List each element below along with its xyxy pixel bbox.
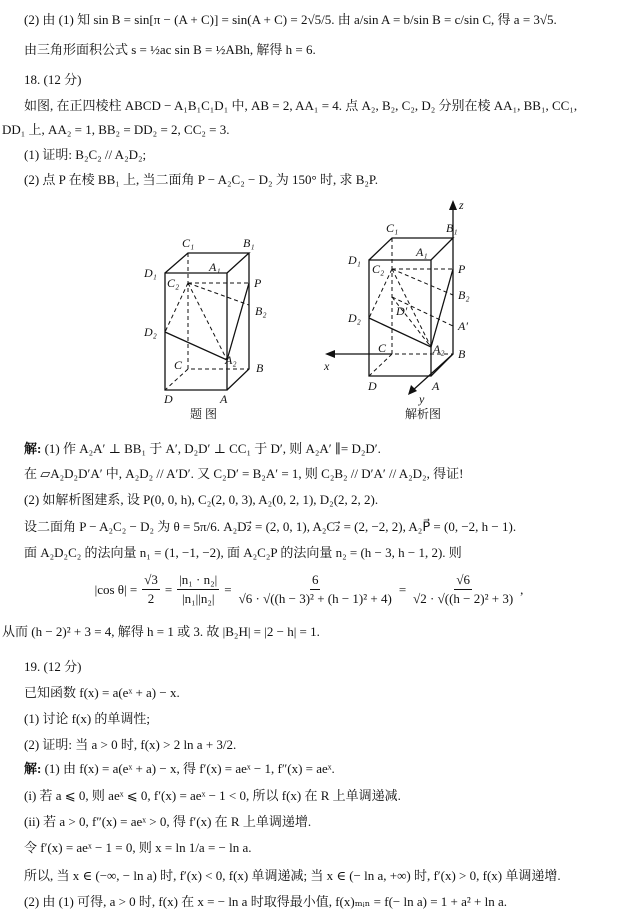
problem19-statement: 已知函数 f(x) = a(eˣ + a) − x. xyxy=(24,685,180,700)
figure-analysis-labels xyxy=(323,198,470,421)
point-label: A′ xyxy=(458,319,468,333)
figure-problem-labels xyxy=(143,236,267,421)
solution18-line1 xyxy=(24,441,381,457)
solution18-line3: (2) 如解析图建系, 设 P(0, 0, h), C₂(2, 0, 3), A₂(0, 2, 1), D₂(2, 2, 2). xyxy=(24,492,379,507)
solution19-line3: (ii) 若 a > 0, f″(x) = aeˣ > 0, 得 f′(x) 在 R 上单调递增. xyxy=(24,814,312,829)
point-label: B₁ xyxy=(243,236,255,250)
point-label: D′ xyxy=(396,304,408,318)
solution-label: 解: xyxy=(24,441,42,456)
problem17-part2-line2: 由三角形面积公式 s = ½ac sin B = ½ABh, 解得 h = 6. xyxy=(24,42,316,57)
solution19-line4: 令 f′(x) = aeˣ − 1 = 0, 则 x = ln 1/a = − ln a. xyxy=(24,840,252,855)
problem18-title: 18. (12 分) xyxy=(24,72,82,87)
point-label: B₂ xyxy=(458,288,470,302)
problem19-question-1: (1) 讨论 f(x) 的单调性; xyxy=(24,711,151,726)
solution19-line6: (2) 由 (1) 可得, a > 0 时, f(x) 在 x = − ln a 时取得最小值, f(x)ₘᵢₙ = f(− ln a) = 1 + a² + ln a. xyxy=(24,894,507,909)
point-label: A xyxy=(220,392,228,406)
problem17-part2-line1: (2) 由 (1) 知 sin B = sin[π − (A + C)] = sin(A + C) = 2√5/5. 由 a/sin A = b/sin B = c/sin C, 得 a = 3√5. xyxy=(24,12,557,27)
formula-tail: , xyxy=(520,581,524,597)
point-label: C₂ xyxy=(167,276,180,290)
figures xyxy=(0,0,618,430)
problem18-statement-1: 如图, 在正四棱柱 ABCD − A₁B₁C₁D₁ 中, AB = 2, AA₁ = 4. 点 A₂, B₂, C₂, D₂ 分别在棱 AA₁, BB₁, CC₁, xyxy=(24,98,578,113)
fraction-sqrt3-over-2: $\frac{√3}{2}$ xyxy=(144,572,158,606)
point-label: A₁ xyxy=(209,260,221,274)
point-label: C xyxy=(378,341,387,355)
point-label: B xyxy=(256,361,264,375)
point-label: C₁ xyxy=(182,236,195,250)
point-label: z xyxy=(459,198,464,212)
equals: = xyxy=(164,581,173,597)
problem19-title: 19. (12 分) xyxy=(24,659,82,674)
solution18-line5: 面 A₂D₂C₂ 的法向量 n₁ = (1, −1, −2), 面 A₂C₂P 的法向量 n₂ = (h − 3, h − 1, 2). 则 xyxy=(24,545,462,560)
point-label: B₁ xyxy=(446,221,458,235)
point-label: x xyxy=(324,359,330,373)
point-label: D₁ xyxy=(144,266,157,280)
solution18-line4: 设二面角 P − A₂C₂ − D₂ 为 θ = 5π/6. A₂D₂⃗ = (2, 0, 1), A₂C₂⃗ = (2, −2, 2), A₂P⃗ = (0, −2, h − 1). xyxy=(24,519,517,534)
figure-caption-analysis: 解析图 xyxy=(405,407,442,421)
solution18-line6: 从而 (h − 2)² + 3 = 4, 解得 h = 1 或 3. 故 |B₂H| = |2 − h| = 1. xyxy=(2,624,320,639)
figure-caption-problem: 题 图 xyxy=(190,407,218,421)
equals: = xyxy=(224,581,232,597)
point-label: D xyxy=(164,392,173,406)
solution19-line1 xyxy=(24,761,335,777)
solution18-line1-text: (1) 作 A₂A′ ⊥ BB₁ 于 A′, D₂D′ ⊥ CC₁ 于 D′, 则 A₂A′ ∥= D₂D′. xyxy=(41,441,381,456)
point-label: P xyxy=(254,276,262,290)
solution19-line2: (i) 若 a ⩽ 0, 则 aeˣ ⩽ 0, f′(x) = aeˣ − 1 < 0, 所以 f(x) 在 R 上单调递减. xyxy=(24,788,401,803)
fraction-normals: $\frac{\text{|n₁ · n₂|}}{\text{|n₁||n₂|}}$ xyxy=(179,572,218,606)
problem18-question-1: (1) 证明: B₂C₂ // A₂D₂; xyxy=(24,147,147,162)
solution19-line5: 所以, 当 x ∈ (−∞, − ln a) 时, f′(x) < 0, f(x) 单调递减; 当 x ∈ (− ln a, +∞) 时, f′(x) > 0, f(x) 单调递增. xyxy=(24,868,561,883)
point-label: D₂ xyxy=(144,325,157,339)
point-label: y xyxy=(419,392,425,406)
point-label: D₁ xyxy=(348,253,361,267)
point-label: C₁ xyxy=(386,221,399,235)
point-label: D₂ xyxy=(348,311,361,325)
point-label: A₂ xyxy=(433,342,445,356)
point-label: B xyxy=(458,347,466,361)
solution18-line2: 在 ▱A₂D₂D′A′ 中, A₂D₂ // A′D′. 又 C₂D′ = B₂A′ = 1, 则 C₂B₂ // D′A′ // A₂D₂, 得证! xyxy=(24,466,464,481)
point-label: A xyxy=(432,379,440,393)
point-label: D xyxy=(368,379,377,393)
point-label: P xyxy=(458,262,466,276)
solution-label: 解: xyxy=(24,761,42,776)
point-label: A₂ xyxy=(225,353,237,367)
problem19-question-2: (2) 证明: 当 a > 0 时, f(x) > 2 ln a + 3/2. xyxy=(24,737,237,752)
problem18-question-2: (2) 点 P 在棱 BB₁ 上, 当二面角 P − A₂C₂ − D₂ 为 150° 时, 求 B₂P. xyxy=(24,172,378,187)
formula-lhs: |cos θ| = xyxy=(94,581,138,597)
equals: = xyxy=(398,581,407,597)
fraction-simplified: $\frac{√6}{\text{√2 · √((h − 2)² + 3)}}$ xyxy=(413,572,514,606)
solution19-line1-text: (1) 由 f(x) = a(eˣ + a) − x, 得 f′(x) = aeˣ − 1, f″(x) = aeˣ. xyxy=(41,761,335,776)
cosine-formula xyxy=(0,572,618,607)
point-label: C xyxy=(174,358,183,372)
point-label: C₂ xyxy=(372,262,385,276)
point-label: B₂ xyxy=(255,304,267,318)
fraction-expanded: $\frac{6}{\text{√6 · √((h − 3)² + (h − 1)² + 4)}}$ xyxy=(238,572,392,606)
point-label: A₁ xyxy=(416,245,428,259)
problem18-statement-2: DD₁ 上, AA₂ = 1, BB₂ = DD₂ = 2, CC₂ = 3. xyxy=(2,122,230,137)
